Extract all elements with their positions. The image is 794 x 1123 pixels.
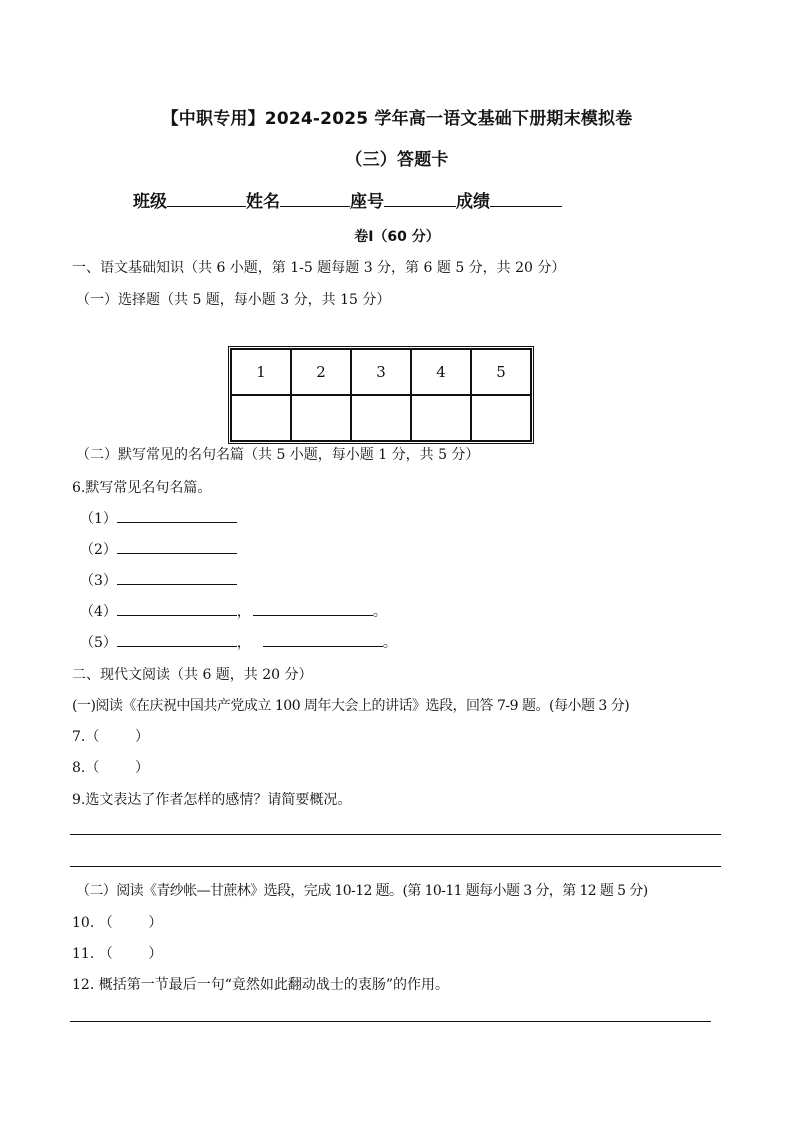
section2-part1-heading: (一)阅读《在庆祝中国共产党成立 100 周年大会上的讲话》选段，回答 7-9 题。(每小题 3 分) bbox=[72, 698, 630, 714]
answer-blank[interactable] bbox=[117, 508, 237, 523]
student-info-line bbox=[133, 187, 562, 212]
recitation-item-1 bbox=[80, 508, 237, 528]
item-number: （1） bbox=[80, 511, 117, 527]
section2-part2-heading: （二）阅读《青纱帐—甘蔗林》选段，完成 10-12 题。(第 10-11 题每小题 3 分，第 12 题 5 分) bbox=[76, 883, 648, 899]
answer-cell-1[interactable] bbox=[231, 395, 291, 441]
volume-label: 卷Ⅰ（60 分） bbox=[354, 229, 440, 245]
answer-number: 3 bbox=[351, 349, 411, 395]
class-label: 班级 bbox=[133, 192, 167, 212]
answer-line-q9-2[interactable] bbox=[70, 866, 721, 867]
answer-number: 2 bbox=[291, 349, 351, 395]
answer-cell-3[interactable] bbox=[351, 395, 411, 441]
answer-number: 5 bbox=[471, 349, 531, 395]
name-blank[interactable] bbox=[280, 188, 350, 207]
recitation-item-2 bbox=[80, 539, 237, 559]
section1-heading: 一、语文基础知识（共 6 小题，第 1-5 题每题 3 分，第 6 题 5 分，共 20 分） bbox=[72, 260, 566, 276]
name-label: 姓名 bbox=[246, 192, 280, 212]
seat-label: 座号 bbox=[350, 192, 384, 212]
question-8: 8.（ ） bbox=[72, 760, 149, 776]
question-12: 12. 概括第一节最后一句“竟然如此翻动战士的衷肠”的作用。 bbox=[72, 977, 450, 993]
question-9: 9.选文表达了作者怎样的感情？请简要概况。 bbox=[72, 792, 352, 808]
answer-table bbox=[228, 346, 534, 444]
recitation-item-4 bbox=[80, 601, 387, 621]
page-subtitle: （三）答题卡 bbox=[345, 150, 449, 170]
answer-table-answer-row bbox=[231, 395, 531, 441]
answer-blank[interactable] bbox=[117, 632, 237, 647]
comma: ， bbox=[236, 635, 251, 651]
question-11: 11. （ ） bbox=[72, 946, 163, 962]
item-number: （3） bbox=[80, 573, 117, 589]
section1-part1-heading: （一）选择题（共 5 题，每小题 3 分，共 15 分） bbox=[76, 292, 391, 308]
question-7: 7.（ ） bbox=[72, 729, 149, 745]
class-blank[interactable] bbox=[167, 188, 246, 207]
score-blank[interactable] bbox=[490, 188, 562, 207]
answer-line-q9-1[interactable] bbox=[70, 834, 721, 835]
answer-cell-5[interactable] bbox=[471, 395, 531, 441]
period: 。 bbox=[372, 604, 387, 620]
question-10: 10. （ ） bbox=[72, 915, 163, 931]
answer-number: 4 bbox=[411, 349, 471, 395]
answer-blank[interactable] bbox=[263, 632, 383, 647]
page-title: 【中职专用】2024-2025 学年高一语文基础下册期末模拟卷 bbox=[161, 109, 633, 129]
recitation-item-5 bbox=[80, 632, 397, 652]
answer-blank[interactable] bbox=[117, 539, 237, 554]
question-6: 6.默写常见名句名篇。 bbox=[72, 480, 212, 496]
answer-number: 1 bbox=[231, 349, 291, 395]
section1-part2-heading: （二）默写常见的名句名篇（共 5 小题，每小题 1 分，共 5 分） bbox=[76, 447, 480, 463]
answer-cell-4[interactable] bbox=[411, 395, 471, 441]
answer-line-q12[interactable] bbox=[70, 1021, 711, 1022]
score-label: 成绩 bbox=[456, 192, 490, 212]
answer-cell-2[interactable] bbox=[291, 395, 351, 441]
seat-blank[interactable] bbox=[384, 188, 456, 207]
item-number: （4） bbox=[80, 604, 117, 620]
comma: ， bbox=[236, 604, 251, 620]
item-number: （5） bbox=[80, 635, 117, 651]
item-number: （2） bbox=[80, 542, 117, 558]
section2-heading: 二、现代文阅读（共 6 题，共 20 分） bbox=[72, 667, 313, 683]
period: 。 bbox=[382, 635, 397, 651]
answer-table-header-row bbox=[231, 349, 531, 395]
answer-blank[interactable] bbox=[117, 601, 237, 616]
answer-blank[interactable] bbox=[253, 601, 373, 616]
answer-blank[interactable] bbox=[117, 570, 237, 585]
recitation-item-3 bbox=[80, 570, 237, 590]
